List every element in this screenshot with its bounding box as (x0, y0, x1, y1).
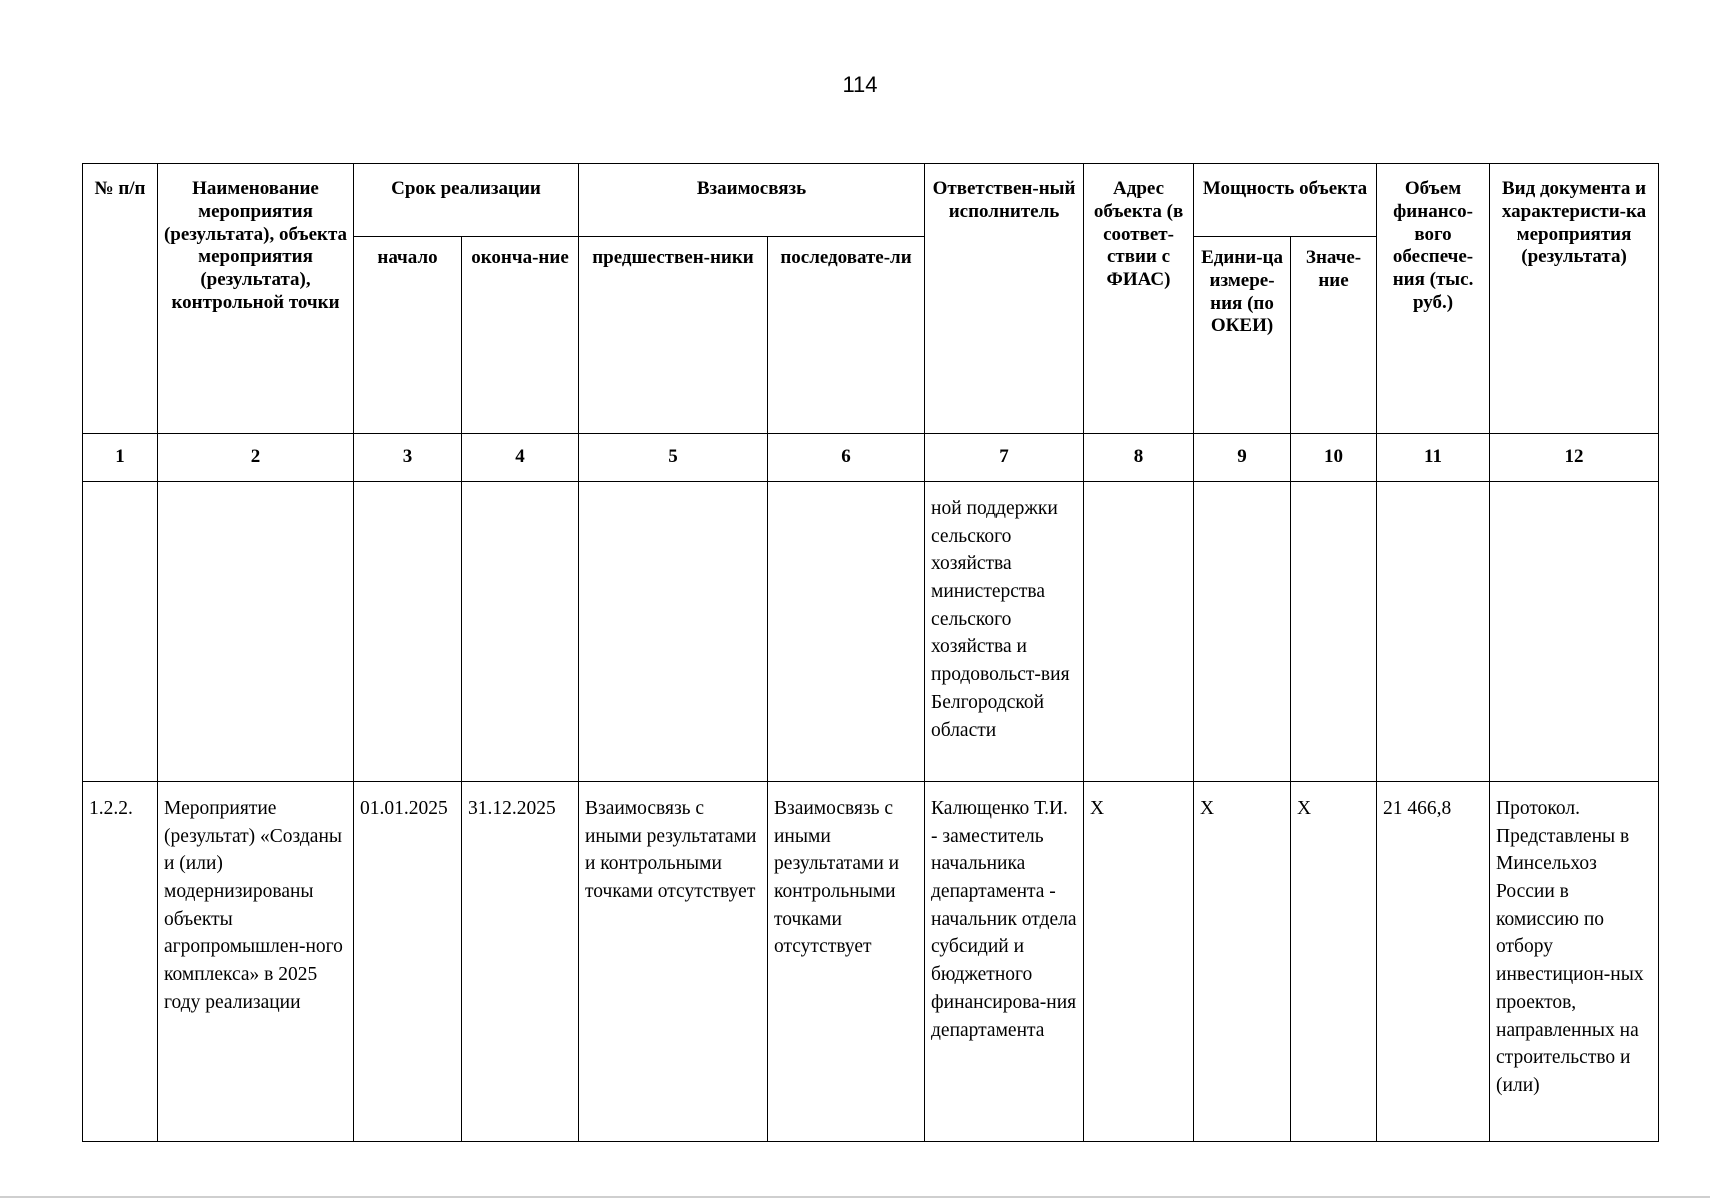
table-row (83, 782, 1659, 1142)
header-capacity-unit: Едини-ца измере-ния (по ОКЕИ) (1194, 237, 1291, 434)
cell-number (83, 482, 158, 782)
cell-doc-type: Протокол. Представлены в Минсельхоз России в комиссию по отбору инвестицион-ных проектов, направленных на строительство и (или) (1490, 782, 1659, 1142)
cell-predecessors: Взаимосвязь с иными результатами и контрольными точками отсутствует (579, 782, 768, 1142)
header-successors: последовате-ли (768, 237, 925, 434)
column-number: 3 (354, 434, 462, 482)
header-predecessors: предшествен-ники (579, 237, 768, 434)
header-finance: Объем финансо-вого обеспече-ния (тыс. руб.) (1377, 164, 1490, 434)
column-number: 2 (158, 434, 354, 482)
column-number: 1 (83, 434, 158, 482)
cell-value (1291, 482, 1377, 782)
cell-end: 31.12.2025 (462, 782, 579, 1142)
column-number-row (83, 434, 1659, 482)
page-number: 114 (842, 72, 878, 97)
column-number: 6 (768, 434, 925, 482)
column-number: 5 (579, 434, 768, 482)
cell-address: X (1084, 782, 1194, 1142)
header-capacity: Мощность объекта (1194, 164, 1377, 237)
cell-value: X (1291, 782, 1377, 1142)
cell-finance: 21 466,8 (1377, 782, 1490, 1142)
measures-table (82, 163, 1659, 1142)
header-doc-type: Вид документа и характеристи-ка мероприятия (результата) (1490, 164, 1659, 434)
column-number: 11 (1377, 434, 1490, 482)
header-measure-name: Наименование мероприятия (результата), объекта мероприятия (результата), контрольной точки (158, 164, 354, 434)
header-period-end: оконча-ние (462, 237, 579, 434)
column-number: 9 (1194, 434, 1291, 482)
cell-unit (1194, 482, 1291, 782)
cell-number: 1.2.2. (83, 782, 158, 1142)
column-number: 4 (462, 434, 579, 482)
header-responsible: Ответствен-ный исполнитель (925, 164, 1084, 434)
table-row (83, 482, 1659, 782)
column-number: 10 (1291, 434, 1377, 482)
cell-successors: Взаимосвязь с иными результатами и контрольными точками отсутствует (768, 782, 925, 1142)
cell-measure-name (158, 482, 354, 782)
cell-unit: X (1194, 782, 1291, 1142)
cell-measure-name: Мероприятие (результат) «Созданы и (или) модернизированы объекты агропромышлен-ного комплекса» в 2025 году реализации (158, 782, 354, 1142)
column-number: 12 (1490, 434, 1659, 482)
cell-start: 01.01.2025 (354, 782, 462, 1142)
cell-successors (768, 482, 925, 782)
cell-predecessors (579, 482, 768, 782)
cell-finance (1377, 482, 1490, 782)
header-period-start: начало (354, 237, 462, 434)
cell-end (462, 482, 579, 782)
header-address: Адрес объекта (в соответ-ствии с ФИАС) (1084, 164, 1194, 434)
cell-responsible: ной поддержки сельского хозяйства министерства сельского хозяйства и продовольст-вия Белгородской области (925, 482, 1084, 782)
header-relation: Взаимосвязь (579, 164, 925, 237)
cell-start (354, 482, 462, 782)
scan-edge-line (0, 1196, 1710, 1198)
column-number: 8 (1084, 434, 1194, 482)
cell-doc-type (1490, 482, 1659, 782)
column-number: 7 (925, 434, 1084, 482)
cell-responsible: Калющенко Т.И. - заместитель начальника департамента - начальник отдела субсидий и бюджетного финансирова-ния департамента (925, 782, 1084, 1142)
header-capacity-value: Значе-ние (1291, 237, 1377, 434)
header-period: Срок реализации (354, 164, 579, 237)
cell-address (1084, 482, 1194, 782)
header-number: № п/п (83, 164, 158, 434)
